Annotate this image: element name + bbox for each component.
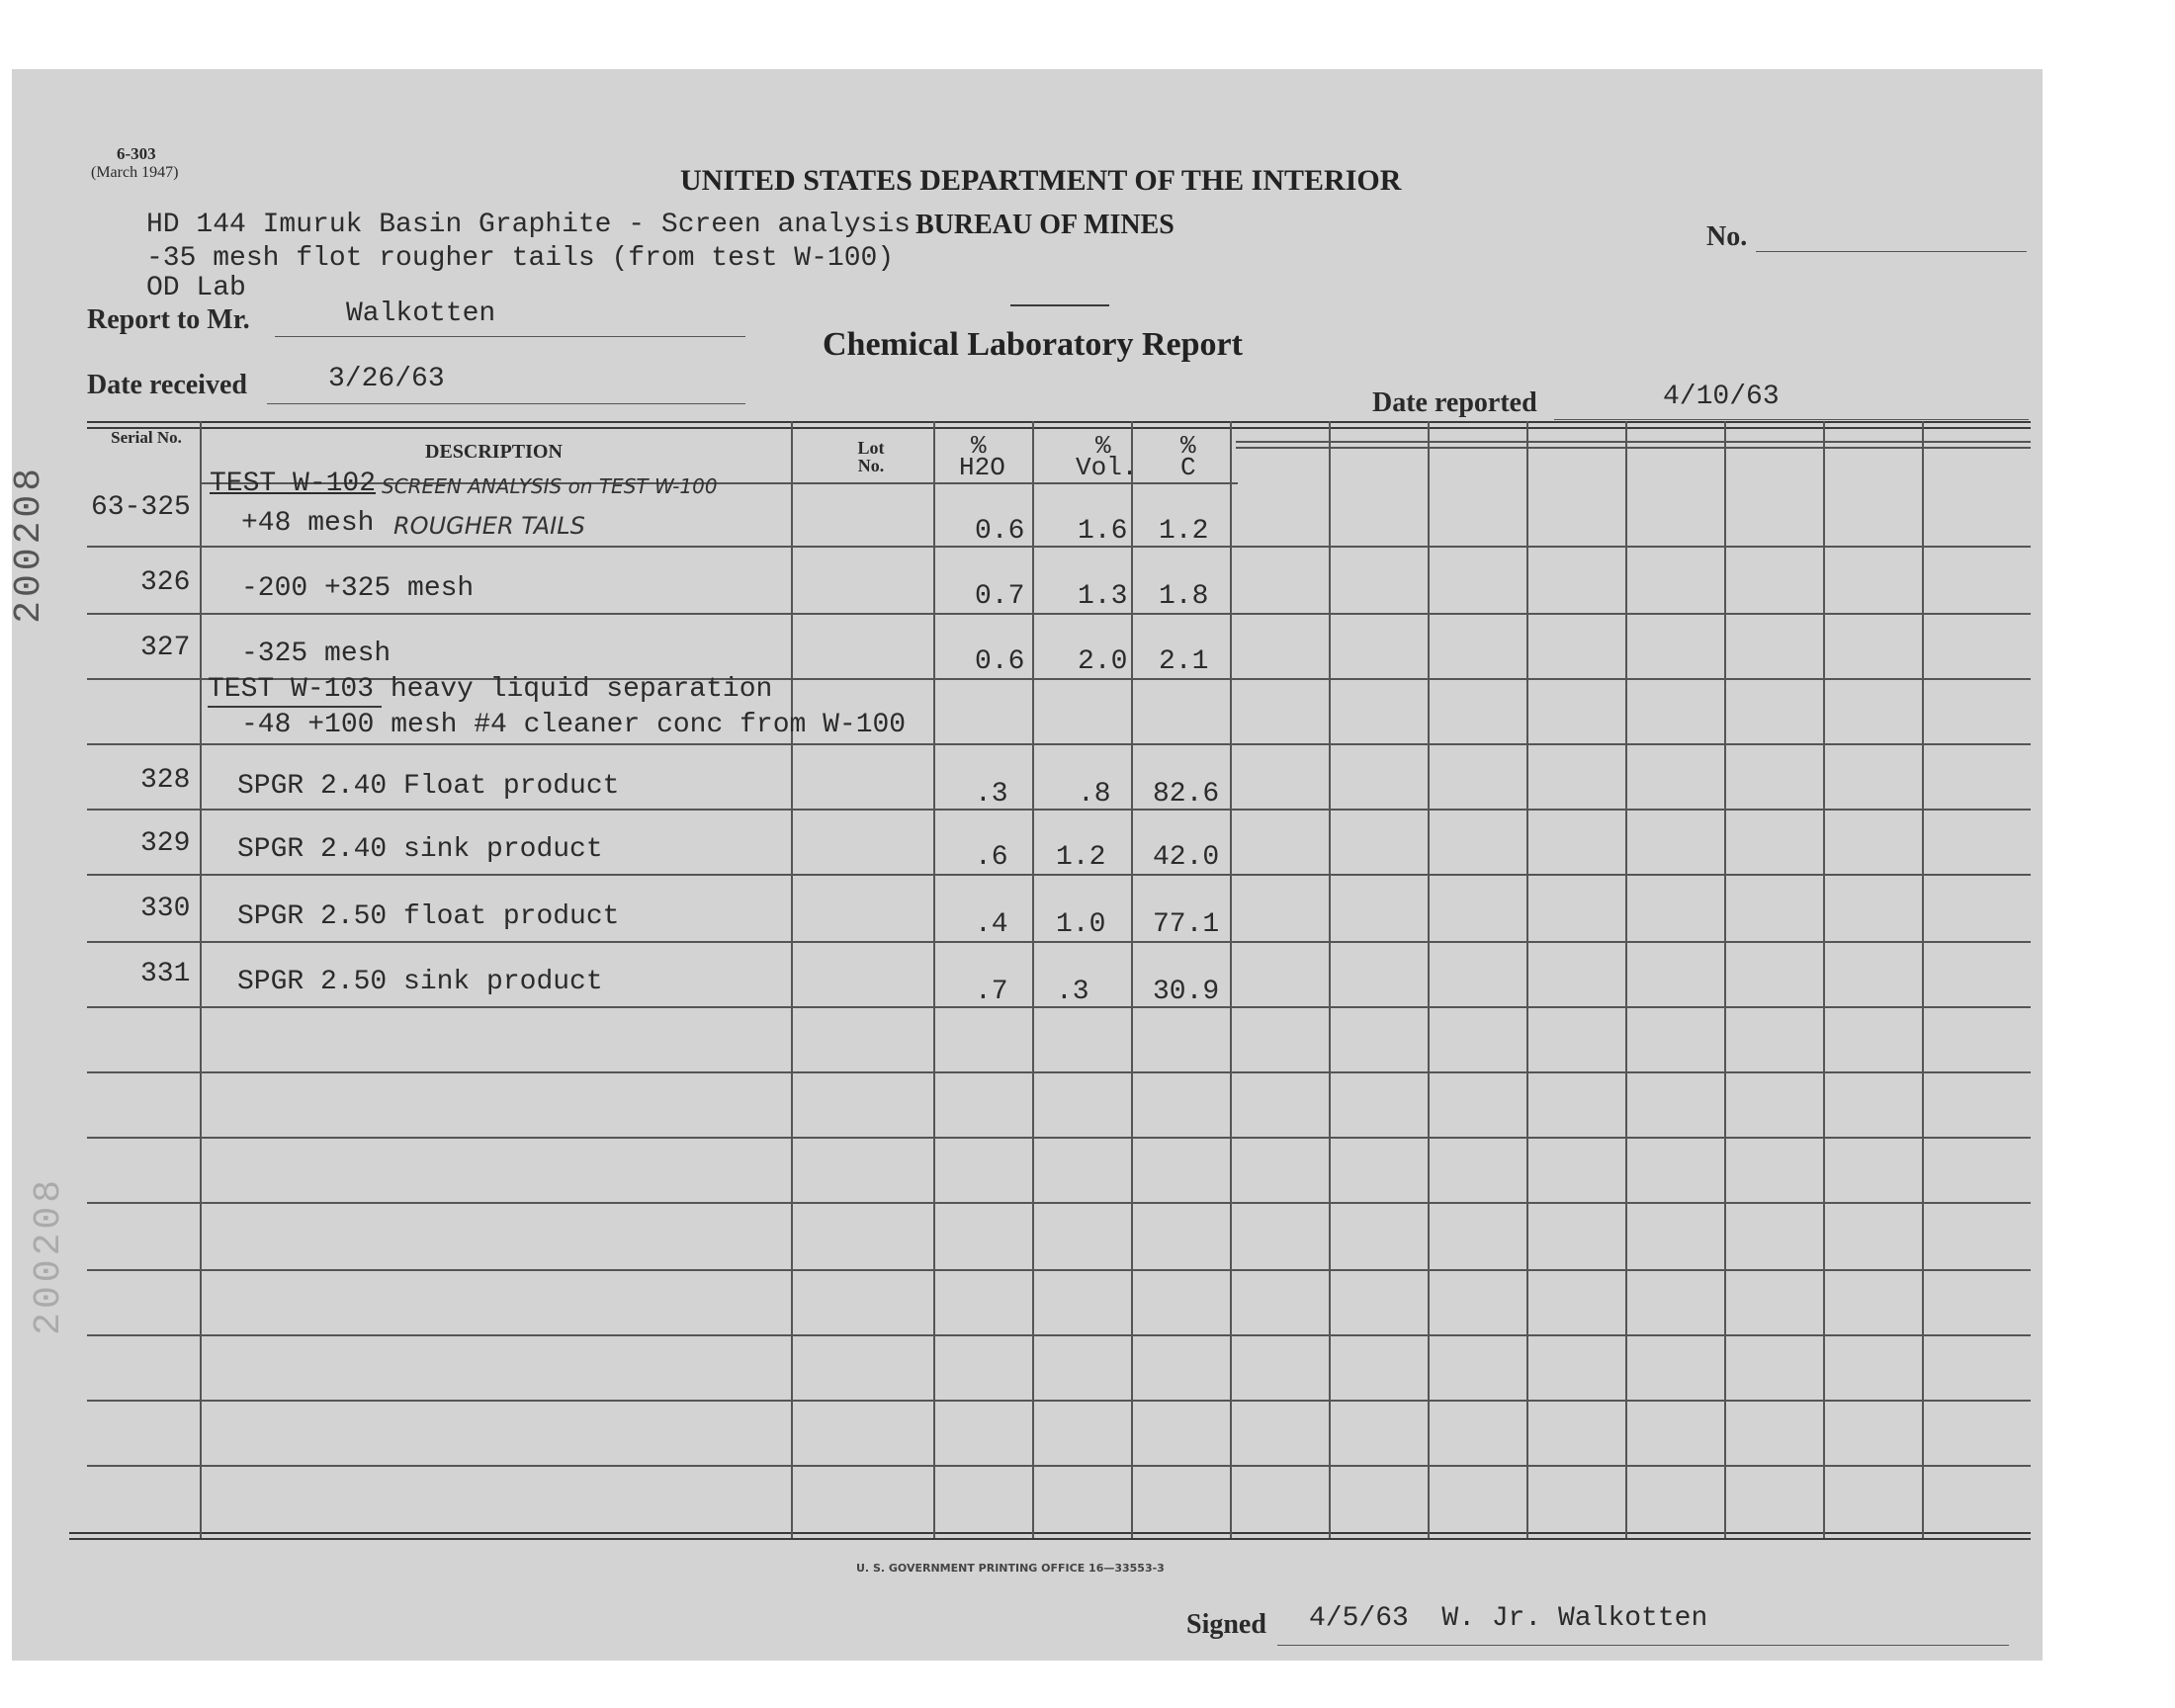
row-serial: 331 [140, 959, 191, 989]
no-label: No. [1706, 221, 1748, 252]
title-divider [1010, 304, 1109, 306]
header-description: DESCRIPTION [425, 441, 563, 463]
row-description: -325 mesh [241, 639, 392, 669]
row-h2o: .7 [975, 977, 1008, 1007]
row-line [87, 1465, 2031, 1467]
test-w103-line1: TEST W-103 heavy liquid separation [208, 674, 773, 705]
row-serial: 328 [140, 765, 191, 796]
table-header-rule [1236, 441, 2031, 443]
row-vol: 2.0 [1078, 646, 1128, 677]
date-reported-label: Date reported [1372, 387, 1537, 418]
row-serial: 329 [140, 828, 191, 859]
col-line-vol [1131, 421, 1133, 1538]
row-c: 1.2 [1159, 516, 1209, 547]
row-vol: .8 [1078, 779, 1111, 810]
row-c: 77.1 [1153, 909, 1220, 940]
row-vol: 1.3 [1078, 581, 1128, 612]
col-line-c [1230, 421, 1232, 1538]
header-h2o-percent: % [971, 431, 987, 461]
col-line-blank-3 [1526, 421, 1528, 1538]
row-h2o: .6 [975, 842, 1008, 873]
col-line-blank-5 [1724, 421, 1726, 1538]
header-note-line2: -35 mesh flot rougher tails (from test W-100) [146, 243, 895, 274]
report-to-label: Report to Mr. [87, 304, 250, 335]
row-line [87, 1071, 2031, 1073]
row-c: 2.1 [1159, 646, 1209, 677]
row-c: 42.0 [1153, 842, 1220, 873]
row-description: SPGR 2.50 sink product [237, 967, 603, 997]
row-serial: 330 [140, 894, 191, 924]
header-h2o: H2O [959, 453, 1005, 482]
row-c: 1.8 [1159, 581, 1209, 612]
report-sheet [12, 69, 2043, 1661]
table-top-rule [87, 421, 2031, 423]
row-serial: 326 [140, 567, 191, 598]
col-line-description [791, 421, 793, 1538]
row-description: -200 +325 mesh [241, 573, 475, 604]
header-lot-no: Lot No. [857, 438, 885, 475]
row-line [87, 1137, 2031, 1139]
no-line [1756, 251, 2027, 252]
row-line [87, 874, 2031, 876]
col-line-lot [933, 421, 935, 1538]
report-title: Chemical Laboratory Report [823, 326, 1243, 363]
row-c: 30.9 [1153, 977, 1220, 1007]
header-c: C [1180, 453, 1196, 482]
row-line [87, 941, 2031, 943]
date-received-line [267, 403, 745, 404]
test-w102-handwritten-note: SCREEN ANALYSIS on TEST W-100 [382, 474, 718, 498]
row-line [87, 809, 2031, 811]
table-top-rule-2 [87, 427, 2031, 429]
row-line [87, 743, 2031, 745]
department-heading: UNITED STATES DEPARTMENT OF THE INTERIOR [680, 164, 1402, 197]
row-handwritten-note: ROUGHER TAILS [393, 512, 585, 540]
signed-line [1277, 1645, 2009, 1646]
date-received-value[interactable]: 3/26/63 [328, 364, 445, 394]
header-serial-no: Serial No. [111, 428, 182, 447]
row-h2o: .4 [975, 909, 1008, 940]
stamp-number: 200208 [8, 465, 50, 624]
bureau-heading: BUREAU OF MINES [915, 210, 1174, 240]
date-reported-line [1554, 419, 2029, 420]
test-w103-underline [208, 706, 382, 708]
form-edition: (March 1947) [91, 164, 179, 181]
date-received-label: Date received [87, 370, 247, 400]
row-h2o: .3 [975, 779, 1008, 810]
header-c-percent: % [1180, 431, 1196, 461]
row-c: 82.6 [1153, 779, 1220, 810]
date-reported-value[interactable]: 4/10/63 [1663, 382, 1780, 412]
row-description: SPGR 2.50 float product [237, 901, 620, 932]
report-to-line [275, 336, 745, 337]
row-line [87, 546, 2031, 548]
col-line-serial [200, 421, 202, 1538]
row-description: SPGR 2.40 sink product [237, 834, 603, 865]
table-header-rule-2 [1236, 447, 2031, 449]
form-number: 6-303 [117, 144, 156, 163]
row-line [87, 1334, 2031, 1336]
row-h2o: 0.6 [975, 516, 1025, 547]
row-h2o: 0.7 [975, 581, 1025, 612]
col-line-blank-6 [1823, 421, 1825, 1538]
row-line [87, 613, 2031, 615]
report-to-value[interactable]: Walkotten [346, 299, 496, 329]
row-line [87, 1202, 2031, 1204]
row-serial: 327 [140, 633, 191, 663]
col-line-blank-7 [1922, 421, 1924, 1538]
row-vol: .3 [1056, 977, 1089, 1007]
row-serial: 63-325 [91, 492, 191, 523]
row-vol: 1.6 [1078, 516, 1128, 547]
table-bottom-rule [69, 1532, 2031, 1534]
col-line-h2o [1032, 421, 1034, 1538]
header-note-line1: HD 144 Imuruk Basin Graphite - Screen analysis [146, 210, 911, 240]
header-vol-percent: % [1095, 431, 1111, 461]
signed-value[interactable]: 4/5/63 W. Jr. Walkotten [1309, 1603, 1708, 1634]
table-bottom-rule-2 [69, 1538, 2031, 1540]
row-line [87, 1269, 2031, 1271]
row-description: SPGR 2.40 Float product [237, 771, 620, 802]
stamp-number-faded: 200208 [28, 1176, 70, 1335]
col-line-blank-1 [1329, 421, 1331, 1538]
row-description: +48 mesh [241, 508, 375, 539]
row-vol: 1.0 [1056, 909, 1106, 940]
row-line [87, 1400, 2031, 1402]
col-line-blank-4 [1625, 421, 1627, 1538]
row-vol: 1.2 [1056, 842, 1106, 873]
signed-label: Signed [1186, 1609, 1266, 1640]
printer-credit: U. S. GOVERNMENT PRINTING OFFICE 16—33553-3 [856, 1562, 1165, 1575]
test-w103-line2: -48 +100 mesh #4 cleaner conc from W-100 [241, 710, 907, 740]
test-w102-label: TEST W-102 [210, 469, 377, 499]
header-vol: Vol. [1076, 453, 1138, 482]
header-note-line3: OD Lab [146, 273, 246, 303]
col-line-blank-2 [1428, 421, 1430, 1538]
row-h2o: 0.6 [975, 646, 1025, 677]
